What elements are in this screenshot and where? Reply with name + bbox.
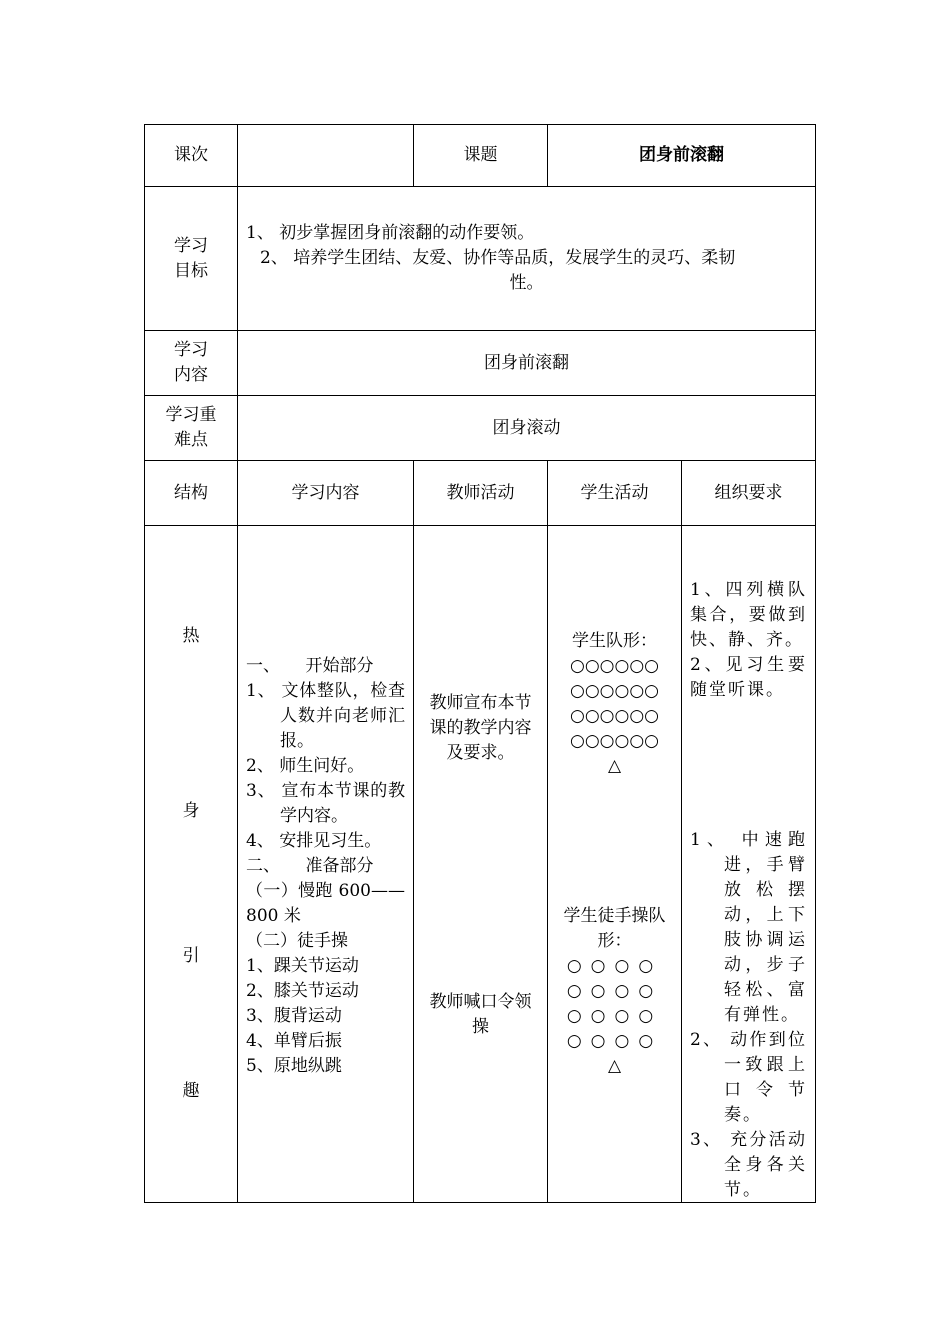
- objective-1: 1、 初步掌握团身前滚翻的动作要领。: [246, 223, 535, 243]
- organization-group-2: [690, 828, 807, 1203]
- col-header-structure: 结构: [145, 461, 238, 526]
- content-line-2: 1、 文体整队，检查人数并向老师汇报。: [246, 681, 405, 751]
- header-row: [145, 125, 816, 187]
- formation-1-row: ○○○○○○: [569, 681, 659, 701]
- warmup-row: [145, 526, 816, 1203]
- key-points-value: 团身滚动: [238, 396, 816, 461]
- content-line-4: 3、 宣布本节课的教学内容。: [246, 781, 405, 826]
- lesson-plan-table: [144, 124, 816, 1203]
- content-line-11: 3、腹背运动: [246, 1006, 342, 1026]
- formation-1-row: ○○○○○○: [569, 656, 659, 676]
- col-header-teacher: 教师活动: [414, 461, 548, 526]
- structure-cell: [145, 526, 238, 1203]
- formation-1-row: ○○○○○○: [569, 731, 659, 751]
- content-value: 团身前滚翻: [238, 331, 816, 396]
- content-line-1: 一、 开始部分: [246, 656, 374, 676]
- content-line-12: 4、单臂后振: [246, 1031, 342, 1051]
- content-label-line-2: 内容: [174, 365, 208, 385]
- organization-item: 2、 动作到位一致跟上口令节奏。: [690, 1030, 807, 1125]
- formation-2-row: ○○○○: [566, 981, 663, 1001]
- learning-content-list: [238, 526, 413, 1079]
- objective-2: 2、 培养学生团结、友爱、协作等品质，发展学生的灵巧、柔韧: [260, 248, 736, 268]
- key-points-row: [145, 396, 816, 461]
- content-label: [145, 331, 238, 396]
- lesson-no-label: 课次: [145, 125, 238, 187]
- objectives-content: [238, 187, 816, 331]
- teacher-activity-cell: [414, 526, 548, 1203]
- column-header-row: [145, 461, 816, 526]
- teacher-activity-2: 教师喊口令领操: [429, 992, 532, 1037]
- key-points-label-line-1: 学习重: [165, 405, 217, 425]
- organization-item: 1、四列横队集合，要做到快、静、齐。: [690, 580, 807, 650]
- formation-1-teacher-marker: △: [607, 756, 622, 776]
- objectives-label-line-1: 学习: [174, 235, 208, 256]
- structure-char-2: 身: [182, 801, 200, 821]
- structure-char-3: 引: [182, 946, 200, 966]
- teacher-activity-1: 教师宣布本节课的教学内容及要求。: [429, 693, 532, 763]
- objectives-row: [145, 187, 816, 331]
- formation-2-row: ○○○○: [566, 956, 663, 976]
- formation-1-title: 学生队形：: [572, 631, 657, 651]
- content-line-6: 二、 准备部分: [246, 856, 374, 876]
- organization-group-1: [690, 578, 807, 703]
- content-label-line-1: 学习: [174, 340, 208, 360]
- student-activity-cell: [548, 526, 682, 1203]
- objectives-label: [145, 187, 238, 331]
- topic-label: 课题: [414, 125, 548, 187]
- organization-item: 3、 充分活动全身各关节。: [690, 1130, 807, 1200]
- col-header-organization: 组织要求: [682, 461, 816, 526]
- formation-2-title: 学生徒手操队形：: [563, 906, 666, 951]
- col-header-content: 学习内容: [238, 461, 414, 526]
- content-line-10: 2、膝关节运动: [246, 981, 359, 1001]
- content-line-13: 5、原地纵跳: [246, 1056, 342, 1076]
- content-row: [145, 331, 816, 396]
- content-line-3: 2、 师生问好。: [246, 756, 365, 776]
- lesson-no-value: [238, 125, 414, 187]
- content-line-8: （二）徒手操: [246, 931, 348, 951]
- content-line-5: 4、 安排见习生。: [246, 831, 382, 851]
- topic-value: 团身前滚翻: [548, 125, 816, 187]
- structure-char-1: 热: [182, 626, 200, 646]
- learning-content-cell: [238, 526, 414, 1203]
- content-line-7: （一）慢跑 600——800 米: [246, 881, 405, 926]
- formation-2-row: ○○○○: [566, 1006, 663, 1026]
- organization-cell: [682, 526, 816, 1203]
- col-header-student: 学生活动: [548, 461, 682, 526]
- key-points-label: [145, 396, 238, 461]
- formation-2-teacher-marker: △: [607, 1056, 622, 1076]
- objectives-label-line-2: 目标: [174, 260, 208, 281]
- student-formation-1: [552, 629, 677, 779]
- organization-item: 1、 中速跑进，手臂放松摆动，上下肢协调运动，步子轻松、富有弹性。: [690, 830, 807, 1025]
- objective-2-continued: 性。: [509, 273, 544, 293]
- structure-char-4: 趣: [182, 1081, 200, 1101]
- student-formation-2: [552, 904, 677, 1079]
- formation-1-row: ○○○○○○: [569, 706, 659, 726]
- formation-2-row: ○○○○: [566, 1031, 663, 1051]
- content-line-9: 1、踝关节运动: [246, 956, 359, 976]
- key-points-label-line-2: 难点: [174, 430, 208, 450]
- organization-item: 2、见习生要随堂听课。: [690, 655, 807, 700]
